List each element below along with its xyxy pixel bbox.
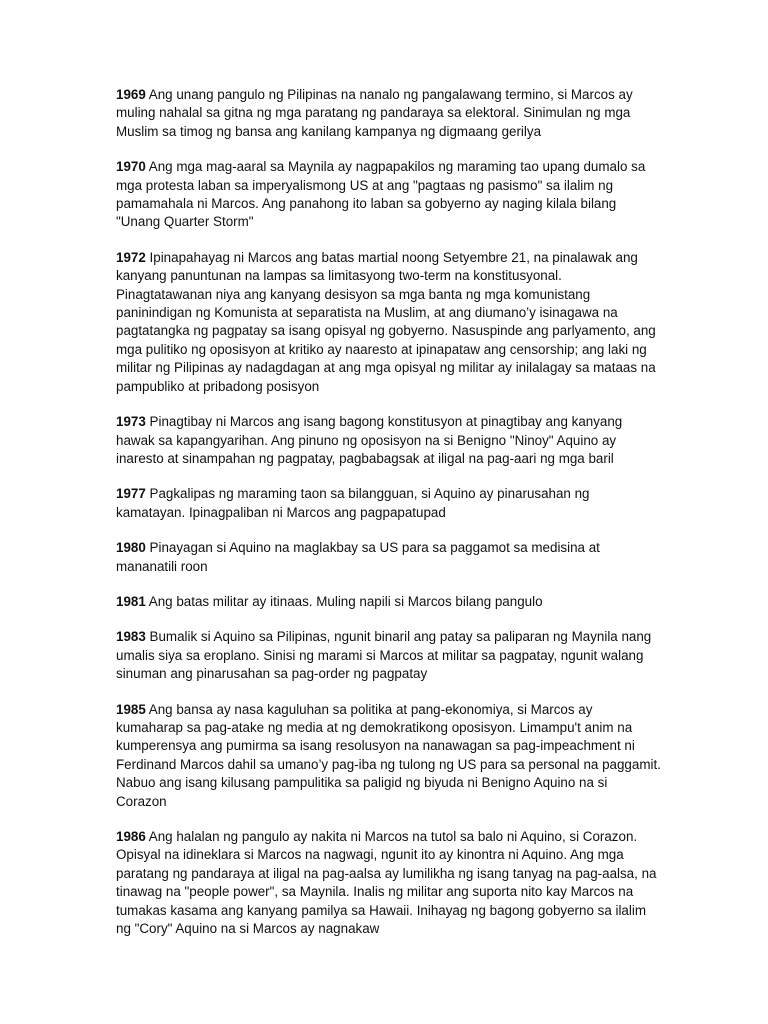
entry-year: 1972 (116, 249, 146, 265)
entry-year: 1983 (116, 629, 146, 645)
entry-text: Ang batas militar ay itinaas. Muling napili si Marcos bilang pangulo (148, 593, 543, 609)
entry-text: Ang halalan ng pangulo ay nakita ni Marcos na tutol sa balo ni Aquino, si Corazon. Opisyal na idineklara si Marcos na nagwagi, ngunit ito ay kinontra ni Aquino. Ang mga paratang ng pandaraya at iligal na pag-aalsa ay lumilikha ng isang tanyag na pag-aalsa, na tinawag na "people power", sa Maynila. Inalis ng militar ang suporta nito kay Marcos na tumakas kasama ang kanyang pamilya sa Hawaii. Inihayag ng bagong gobyerno sa ilalim ng "Cory" Aquino na si Marcos ay nagnakaw (116, 829, 657, 937)
entry-text: Ang bansa ay nasa kaguluhan sa politika at pang-ekonomiya, si Marcos ay kumaharap sa pag-atake ng media at ng demokratikong oposisyon. Limampu't anim na kumperensya ang pumirma sa isang resolusyon na nanawagan sa pag-impeachment ni Ferdinand Marcos dahil sa umano’y pag-iba ng tulong ng US para sa personal na paggamit. Nabuo ang isang kilusang pampulitika sa paligid ng biyuda ni Benigno Aquino na si Corazon (116, 701, 661, 809)
entry-year: 1973 (116, 414, 146, 430)
entry-text: Ipinapahayag ni Marcos ang batas martial noong Setyembre 21, na pinalawak ang kanyang panuntunan na lampas sa limitasyong two-term na konstitusyonal. Pinagtatawanan niya ang kanyang desisyon sa mga banta ng mga komunistang paninindigan ng Komunista at separatista na Muslim, at ang diumano’y isinagawa na pagtatangka ng pagpatay sa isang opisyal ng gobyerno. Nasuspinde ang parlyamento, ang mga pulitiko ng oposisyon at kritiko ay naaresto at ipinapataw ang censorship; ang laki ng militar ng Pilipinas ay nadagdagan at ang mga opisyal ng militar ay inilalagay sa mataas na pampubliko at pribadong posisyon (116, 249, 656, 394)
entry-text: Pagkalipas ng maraming taon sa bilangguan, si Aquino ay pinarusahan ng kamatayan. Ipinagpaliban ni Marcos ang pagpapatupad (116, 486, 590, 520)
timeline-entry-1977 (116, 485, 661, 522)
entry-year: 1981 (116, 593, 146, 609)
timeline-entry-1983 (116, 628, 661, 683)
entry-text: Pinayagan si Aquino na maglakbay sa US para sa paggamot sa medisina at mananatili roon (116, 540, 600, 574)
timeline-entry-1980 (116, 539, 661, 576)
entry-year: 1985 (116, 701, 146, 717)
timeline-document (116, 86, 661, 955)
entry-year: 1970 (116, 159, 146, 175)
timeline-entry-1970 (116, 158, 661, 232)
timeline-entry-1973 (116, 413, 661, 468)
timeline-entry-1969 (116, 86, 661, 141)
entry-year: 1969 (116, 87, 146, 102)
entry-text: Ang mga mag-aaral sa Maynila ay nagpapakilos ng maraming tao upang dumalo sa mga protesta laban sa imperyalismong US at ang "pagtaas ng pasismo" sa ilalim ng pamamahala ni Marcos. Ang panahong ito laban sa gobyerno ay naging kilala bilang "Unang Quarter Storm" (116, 159, 646, 230)
entry-year: 1986 (116, 829, 146, 844)
entry-text: Bumalik si Aquino sa Pilipinas, ngunit binaril ang patay sa paliparan ng Maynila nang umalis siya sa eroplano. Sinisi ng marami si Marcos at militar sa pagpatay, ngunit walang sinuman ang pinarusahan sa pag-order ng pagpatay (116, 629, 652, 682)
entry-text: Pinagtibay ni Marcos ang isang bagong konstitusyon at pinagtibay ang kanyang hawak sa kapangyarihan. Ang pinuno ng oposisyon na si Benigno "Ninoy" Aquino ay inaresto at sinampahan ng pagpatay, pagbabagsak at iligal na pag-aari ng mga baril (116, 414, 623, 466)
entry-text: Ang unang pangulo ng Pilipinas na nanalo ng pangalawang termino, si Marcos ay muling nahalal sa gitna ng mga paratang ng pandaraya sa elektoral. Sinimulan ng mga Muslim sa timog ng bansa ang kanilang kampanya ng digmaang gerilya (116, 87, 633, 139)
timeline-entry-1972 (116, 249, 661, 396)
timeline-entry-1986 (116, 828, 661, 938)
timeline-entry-1985 (116, 701, 661, 811)
entry-year: 1980 (116, 540, 146, 556)
timeline-entry-1981 (116, 593, 661, 611)
entry-year: 1977 (116, 486, 146, 502)
